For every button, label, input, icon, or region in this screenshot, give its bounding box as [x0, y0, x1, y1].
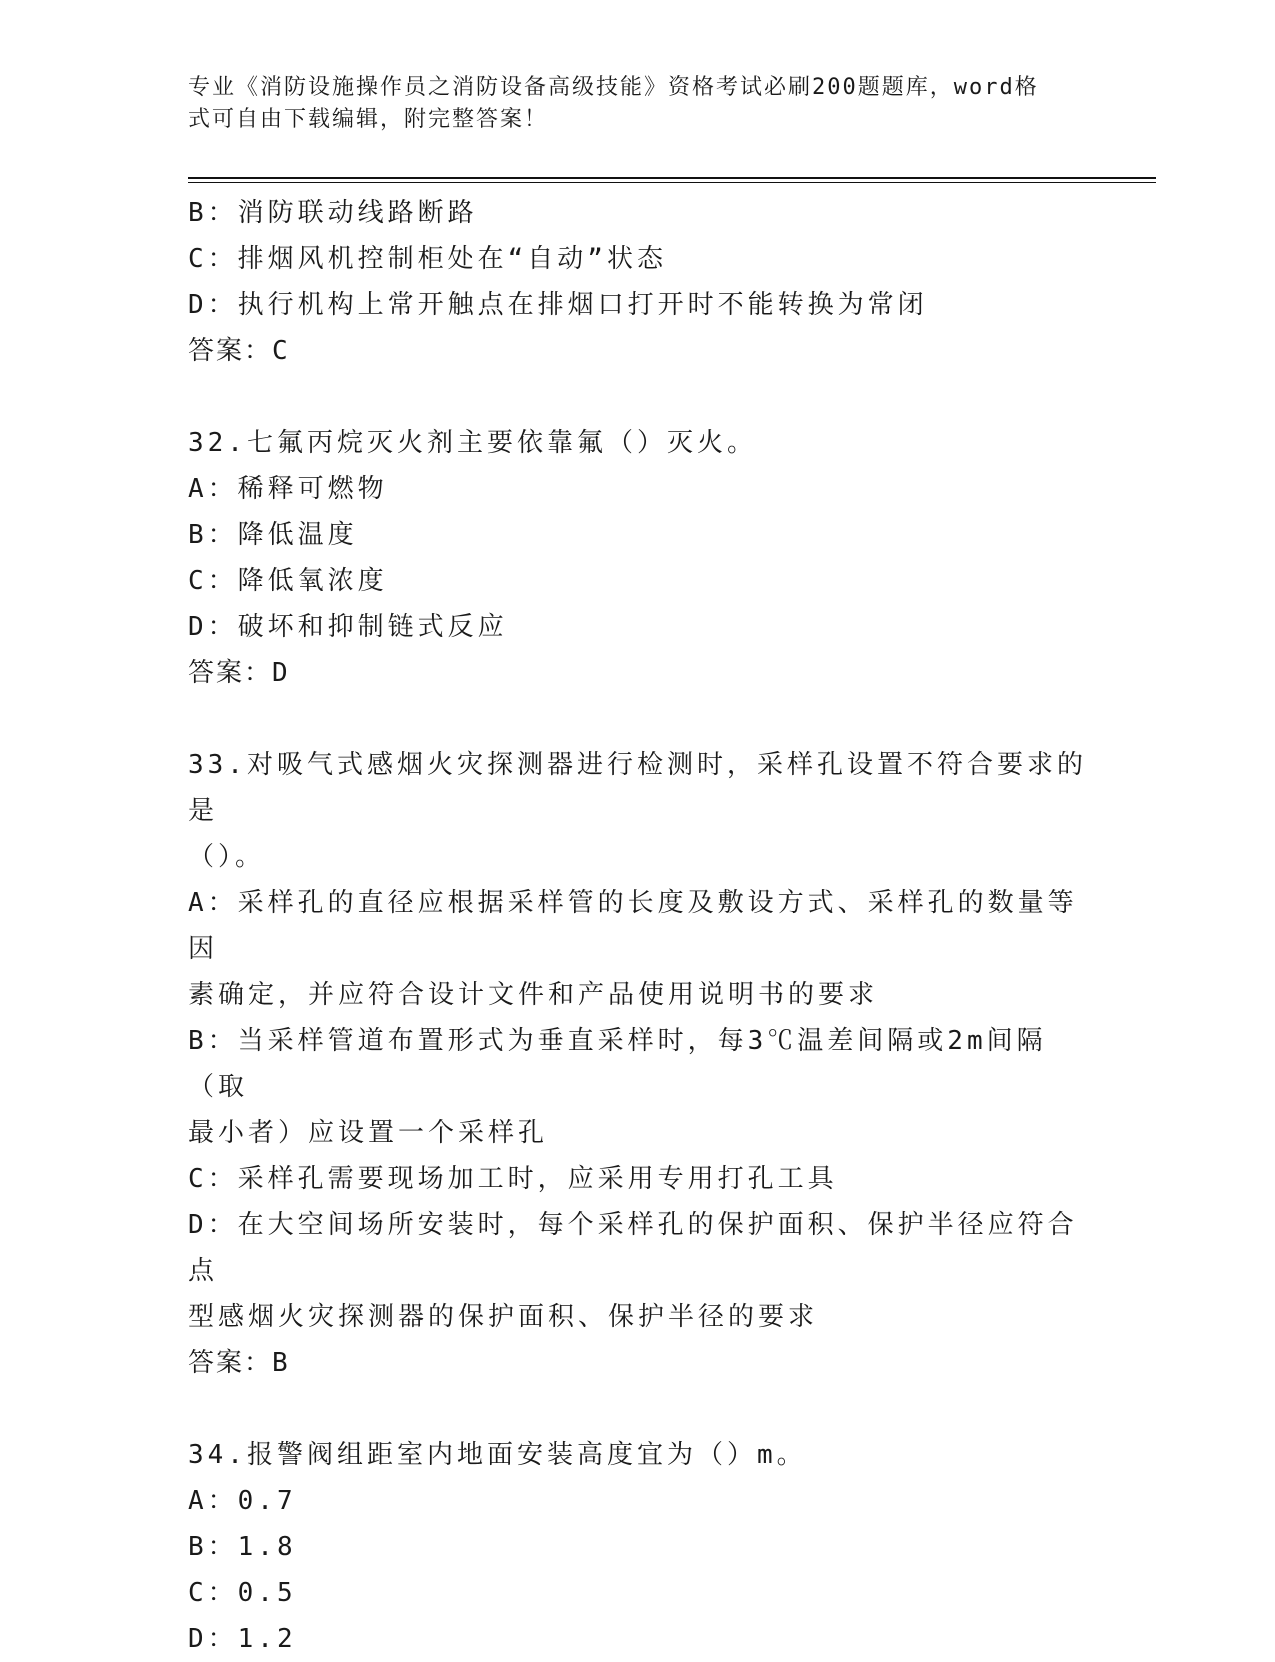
option-d: D：1.2 — [188, 1624, 297, 1654]
option-d-line-2: 型感烟火灾探测器的保护面积、保护半径的要求 — [188, 1302, 819, 1332]
spacer — [188, 374, 1088, 420]
spacer — [188, 696, 1088, 742]
question-text: 34.报警阀组距室内地面安装高度宜为（）m。 — [188, 1440, 807, 1470]
option-b: B：消防联动线路断路 — [188, 198, 478, 228]
question-text-line-2: （）。 — [188, 842, 266, 872]
option-a-line-2: 素确定，并应符合设计文件和产品使用说明书的要求 — [188, 980, 879, 1010]
option-c: C：降低氧浓度 — [188, 566, 388, 596]
option-d: D：破坏和抑制链式反应 — [188, 612, 508, 642]
answer: 答案：D — [188, 658, 290, 688]
header-title-line-2: 式可自由下载编辑，附完整答案！ — [188, 107, 549, 132]
option-a: A：0.7 — [188, 1486, 297, 1516]
option-b-line-1: B：当采样管道布置形式为垂直采样时，每3℃温差间隔或2m间隔（取 — [188, 1026, 1047, 1102]
option-c: C：0.5 — [188, 1578, 297, 1608]
header-divider-thick — [188, 177, 1156, 179]
option-c: C：排烟风机控制柜处在“自动”状态 — [188, 244, 667, 274]
option-d: D：执行机构上常开触点在排烟口打开时不能转换为常闭 — [188, 290, 928, 320]
question-32 — [188, 420, 1088, 696]
option-b-line-2: 最小者）应设置一个采样孔 — [188, 1118, 549, 1148]
question-text-line-1: 33.对吸气式感烟火灾探测器进行检测时，采样孔设置不符合要求的是 — [188, 750, 1087, 826]
option-a: A：稀释可燃物 — [188, 474, 388, 504]
header-title-line-1: 专业《消防设施操作员之消防设备高级技能》资格考试必刷200题题库，word格 — [188, 75, 1039, 100]
option-b: B：1.8 — [188, 1532, 297, 1562]
question-31-tail — [188, 190, 1088, 374]
answer: 答案：C — [188, 336, 290, 366]
option-d-line-1: D：在大空间场所安装时，每个采样孔的保护面积、保护半径应符合点 — [188, 1210, 1078, 1286]
option-c: C：采样孔需要现场加工时，应采用专用打孔工具 — [188, 1164, 838, 1194]
answer: 答案：B — [188, 1348, 290, 1378]
question-34 — [188, 1432, 1088, 1662]
document-header — [188, 72, 1078, 136]
spacer — [188, 1386, 1088, 1432]
header-divider-thin — [188, 182, 1156, 183]
question-33 — [188, 742, 1088, 1386]
option-b: B：降低温度 — [188, 520, 358, 550]
question-list — [188, 190, 1088, 1662]
option-a-line-1: A：采样孔的直径应根据采样管的长度及敷设方式、采样孔的数量等因 — [188, 888, 1078, 964]
question-text: 32.七氟丙烷灭火剂主要依靠氟（）灭火。 — [188, 428, 757, 458]
